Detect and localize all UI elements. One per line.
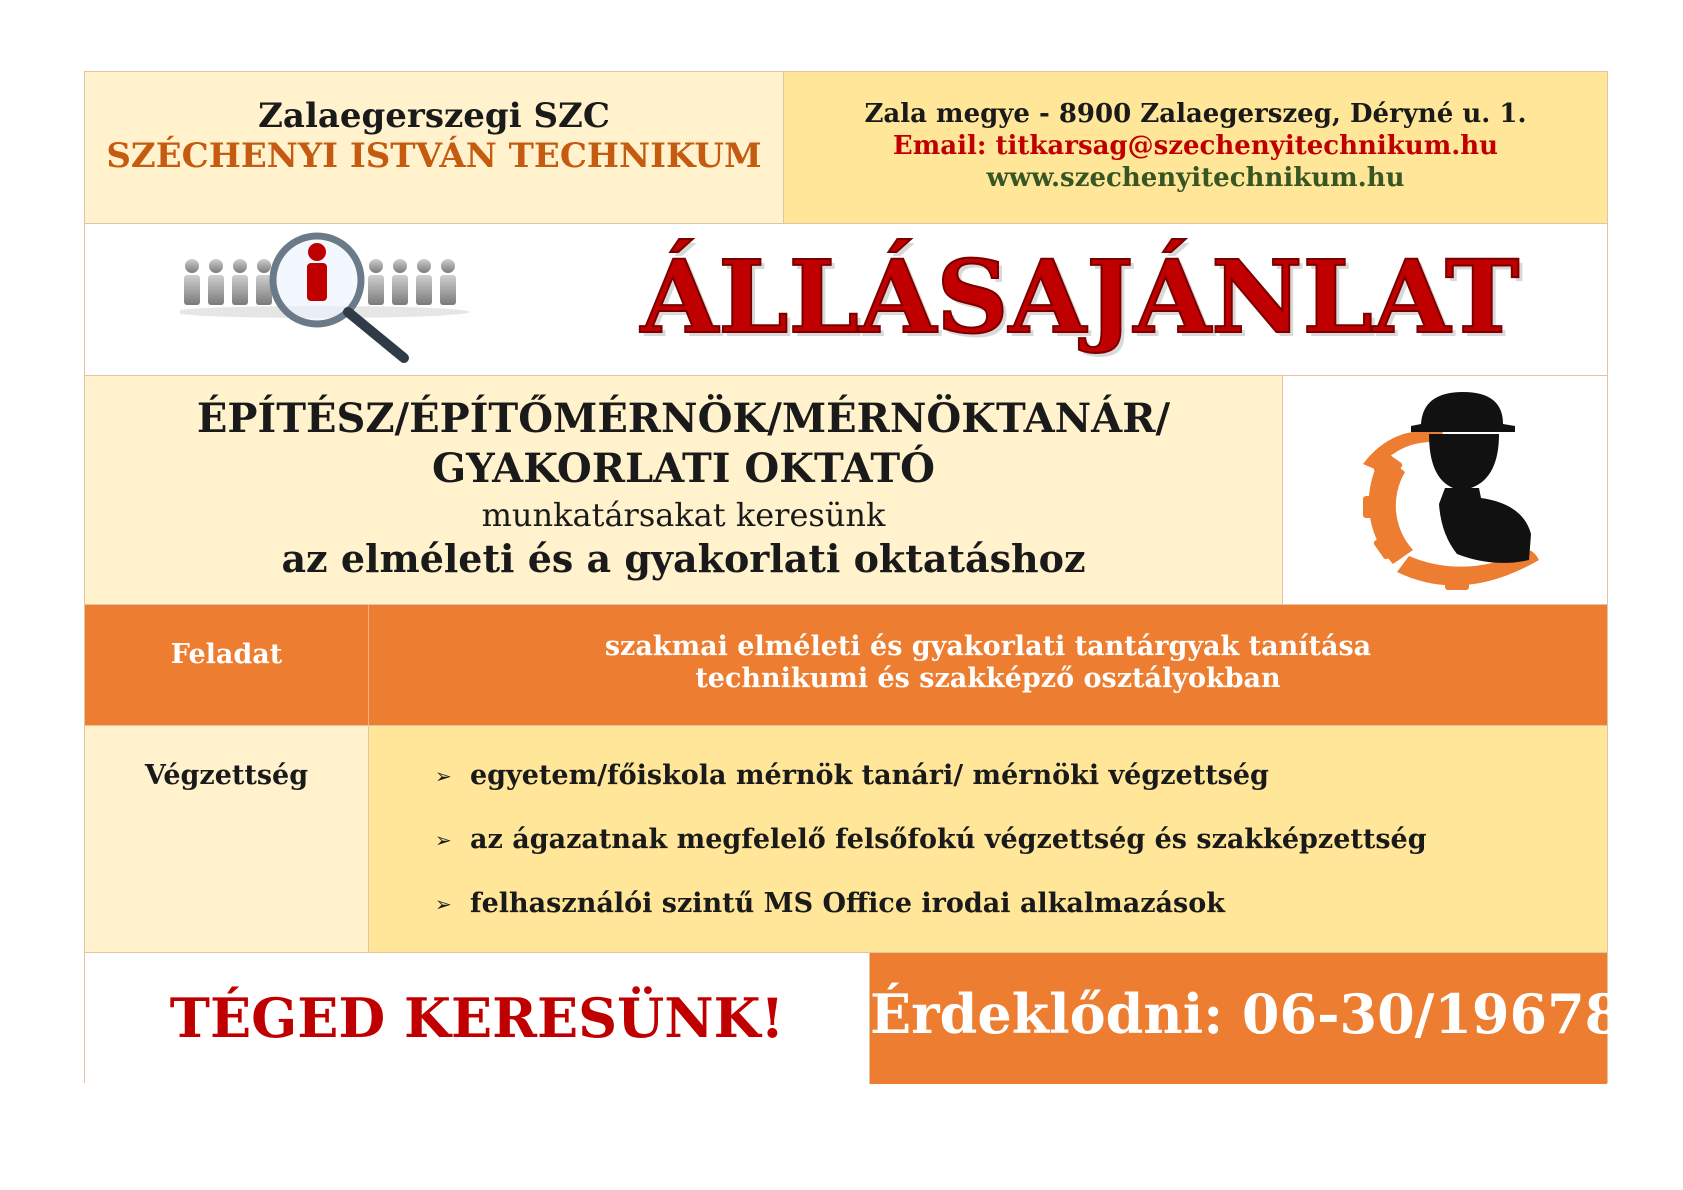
education-label-cell bbox=[85, 726, 369, 952]
list-item bbox=[369, 888, 1607, 952]
education-list bbox=[369, 726, 1607, 952]
school-line-2: SZÉCHENYI ISTVÁN TECHNIKUM bbox=[106, 136, 762, 176]
position-row bbox=[85, 376, 1607, 605]
task-label-cell bbox=[85, 605, 369, 725]
address-text: Zala megye - 8900 Zalaegerszeg, Déryné u. 1. bbox=[864, 99, 1527, 129]
position-subtitle: munkatársakat keresünk bbox=[481, 496, 886, 534]
website-text: www.szechenyitechnikum.hu bbox=[986, 163, 1405, 193]
phone-contact-cell bbox=[870, 953, 1623, 1084]
position-block bbox=[85, 376, 1283, 604]
arrow-bullet-icon: ➢ bbox=[435, 764, 452, 788]
list-item bbox=[369, 824, 1607, 888]
education-item-text: felhasználói szintű MS Office irodai alkalmazások bbox=[470, 888, 1225, 919]
slogan-cell bbox=[85, 953, 870, 1084]
phone-contact-text: Érdeklődni: 06-30/19678 bbox=[870, 982, 1623, 1046]
education-row bbox=[85, 726, 1607, 953]
list-item bbox=[369, 760, 1607, 824]
task-line-2: technikumi és szakképző osztályokban bbox=[695, 663, 1281, 694]
footer-row bbox=[85, 953, 1623, 1084]
title-row bbox=[85, 224, 1607, 376]
school-name-block bbox=[85, 72, 784, 223]
email-text: Email: titkarsag@szechenyitechnikum.hu bbox=[892, 131, 1499, 161]
education-item-text: az ágazatnak megfelelő felsőfokú végzettség és szakképzettség bbox=[470, 824, 1427, 855]
task-description-cell bbox=[369, 605, 1607, 725]
education-label: Végzettség bbox=[144, 760, 309, 791]
contact-block bbox=[784, 72, 1607, 223]
arrow-bullet-icon: ➢ bbox=[435, 828, 452, 852]
task-label: Feladat bbox=[170, 639, 283, 670]
arrow-bullet-icon: ➢ bbox=[435, 892, 452, 916]
engineer-icon-cell bbox=[1283, 376, 1607, 604]
people-search-icon bbox=[180, 230, 480, 370]
task-line-1: szakmai elméleti és gyakorlati tantárgyak tanítása bbox=[604, 631, 1372, 662]
school-line-1: Zalaegerszegi SZC bbox=[258, 96, 610, 136]
header-row bbox=[85, 72, 1607, 224]
job-ad-sheet bbox=[84, 71, 1623, 1083]
position-title-line-2: GYAKORLATI OKTATÓ bbox=[432, 445, 935, 492]
engineer-gear-icon bbox=[1353, 384, 1553, 594]
position-purpose: az elméleti és a gyakorlati oktatáshoz bbox=[281, 536, 1086, 581]
task-row bbox=[85, 605, 1607, 726]
position-title-line-1: ÉPÍTÉSZ/ÉPÍTŐMÉRNÖK/MÉRNÖKTANÁR/ bbox=[196, 395, 1171, 442]
education-item-text: egyetem/főiskola mérnök tanári/ mérnöki végzettség bbox=[470, 760, 1269, 791]
job-offer-title: ÁLLÁSAJÁNLAT bbox=[640, 238, 1520, 356]
slogan-text: TÉGED KERESÜNK! bbox=[169, 986, 785, 1050]
